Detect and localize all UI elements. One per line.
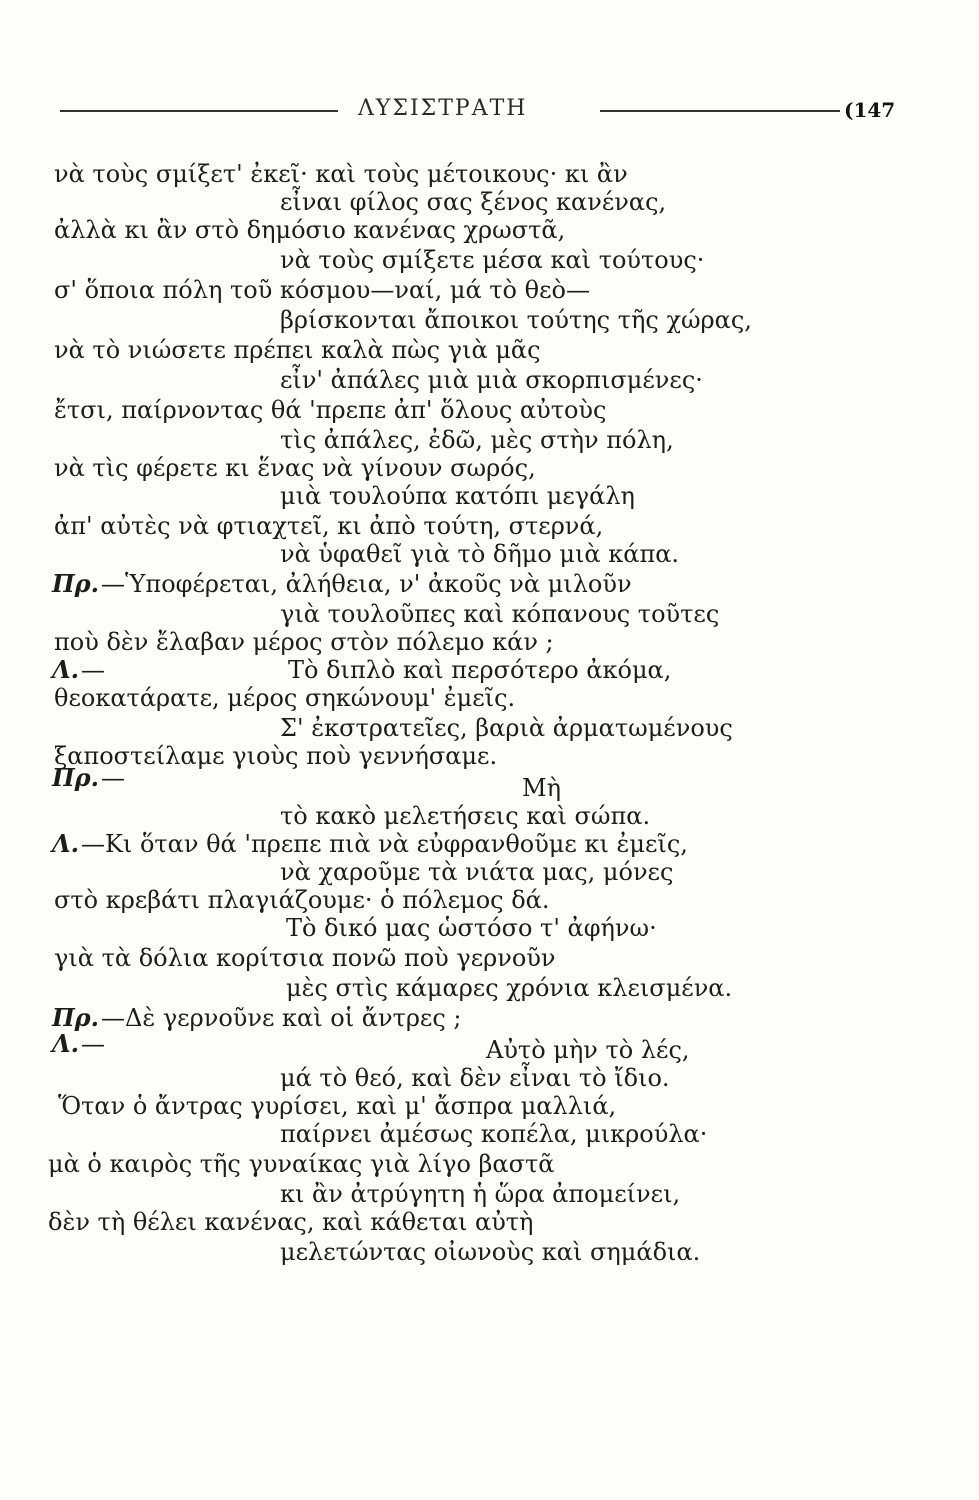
verse-line: Λ.— xyxy=(52,655,105,684)
verse-line: νὰ τὸ νιώσετε πρέπει καλὰ πὼς γιὰ μᾶς xyxy=(54,336,541,364)
verse-line: νὰ τοὺς σμίξετε μέσα καὶ τούτους· xyxy=(280,246,705,274)
verse-line: γιὰ τὰ δόλια κορίτσια πονῶ ποὺ γερνοῦν xyxy=(54,944,556,972)
verse-line: μά τὸ θεό, καὶ δὲν εἶναι τὸ ἴδιο. xyxy=(280,1064,670,1092)
verse-line: νὰ τὶς φέρετε κι ἕνας νὰ γίνουν σωρός, xyxy=(54,454,536,482)
verse-line: στὸ κρεβάτι πλαγιάζουμε· ὁ πόλεμος δά. xyxy=(54,886,550,914)
verse-line: εἶναι φίλος σας ξένος κανένας, xyxy=(280,188,667,216)
verse-line: ἀπ' αὐτὲς νὰ φτιαχτεῖ, κι ἀπὸ τούτη, στερνά, xyxy=(54,512,604,540)
verse-line: νὰ τοὺς σμίξετ' ἐκεῖ· καὶ τοὺς μέτοικους· κι ἂν xyxy=(54,160,628,188)
verse-line: κι ἂν ἀτρύγητη ἡ ὥρα ἀπομείνει, xyxy=(280,1180,681,1208)
verse-line: ἀλλὰ κι ἂν στὸ δημόσιο κανένας χρωστᾶ, xyxy=(54,216,566,244)
verse-line: ξαποστείλαμε γιοὺς ποὺ γεννήσαμε. xyxy=(54,742,498,770)
verse-line: μὲς στὶς κάμαρες χρόνια κλεισμένα. xyxy=(286,974,733,1002)
verse-line: Λ.—Κι ὅταν θά 'πρεπε πιὰ νὰ εὐφρανθοῦμε κι ἐμεῖς, xyxy=(52,829,688,858)
verse-line: σ' ὅποια πόλη τοῦ κόσμου—ναί, μά τὸ θεὸ— xyxy=(54,276,590,304)
verse-line: Σ' ἐκστρατεῖες, βαριὰ ἀρματωμένους xyxy=(280,714,733,742)
running-header xyxy=(60,96,930,126)
verse-line: μὰ ὁ καιρὸς τῆς γυναίκας γιὰ λίγο βαστᾶ xyxy=(48,1150,555,1178)
verse-line: Τὸ δικό μας ὡστόσο τ' ἀφήνω· xyxy=(286,914,657,942)
verse-line: μελετώντας οἰωνοὺς καὶ σημάδια. xyxy=(280,1238,701,1266)
verse-line: γιὰ τουλοῦπες καὶ κόπανους τοῦτες xyxy=(280,600,720,628)
verse-line: μιὰ τουλούπα κατόπι μεγάλη xyxy=(280,482,635,510)
verse-line: Πρ.—Ὑποφέρεται, ἀλήθεια, ν' ἀκοῦς νὰ μιλοῦν xyxy=(52,569,632,598)
verse-line: τὸ κακὸ μελετήσεις καὶ σώπα. xyxy=(280,802,651,830)
verse-line: εἶν' ἀπάλες μιὰ μιὰ σκορπισμένες· xyxy=(280,366,703,394)
header-rule-left xyxy=(60,110,338,112)
page-number: (147 xyxy=(844,98,896,122)
verse-line: παίρνει ἀμέσως κοπέλα, μικρούλα· xyxy=(280,1120,708,1148)
verse-line: Πρ.— xyxy=(52,763,125,792)
verse-line: νὰ χαροῦμε τὰ νιάτα μας, μόνες xyxy=(280,858,674,886)
verse-line: δὲν τὴ θέλει κανένας, καὶ κάθεται αὐτὴ xyxy=(48,1208,534,1236)
verse-line: Ὅταν ὁ ἄντρας γυρίσει, καὶ μ' ἄσπρα μαλλιά, xyxy=(58,1092,617,1120)
verse-line: βρίσκονται ἄποικοι τούτης τῆς χώρας, xyxy=(280,306,752,334)
header-title: ΛΥΣΙΣΤΡΑΤΗ xyxy=(358,96,528,121)
verse-line: Αὐτὸ μὴν τὸ λές, xyxy=(486,1036,690,1064)
verse-line: τὶς ἀπάλες, ἐδῶ, μὲς στὴν πόλη, xyxy=(280,426,674,454)
verse-line: Μὴ xyxy=(522,774,561,802)
verse-line: ποὺ δὲν ἔλαβαν μέρος στὸν πόλεμο κάν ; xyxy=(54,628,554,656)
verse-line: Λ.— xyxy=(52,1029,105,1058)
verse-line: ἔτσι, παίρνοντας θά 'πρεπε ἀπ' ὅλους αὐτοὺς xyxy=(54,396,607,424)
verse-line: Πρ.—Δὲ γερνοῦνε καὶ οἱ ἄντρες ; xyxy=(52,1003,462,1032)
verse-line: θεοκατάρατε, μέρος σηκώνουμ' ἐμεῖς. xyxy=(54,684,516,712)
verse-line: Τὸ διπλὸ καὶ περσότερο ἀκόμα, xyxy=(288,656,672,684)
verse-line: νὰ ὑφαθεῖ γιὰ τὸ δῆμο μιὰ κάπα. xyxy=(280,540,680,568)
header-rule-right xyxy=(600,110,840,112)
